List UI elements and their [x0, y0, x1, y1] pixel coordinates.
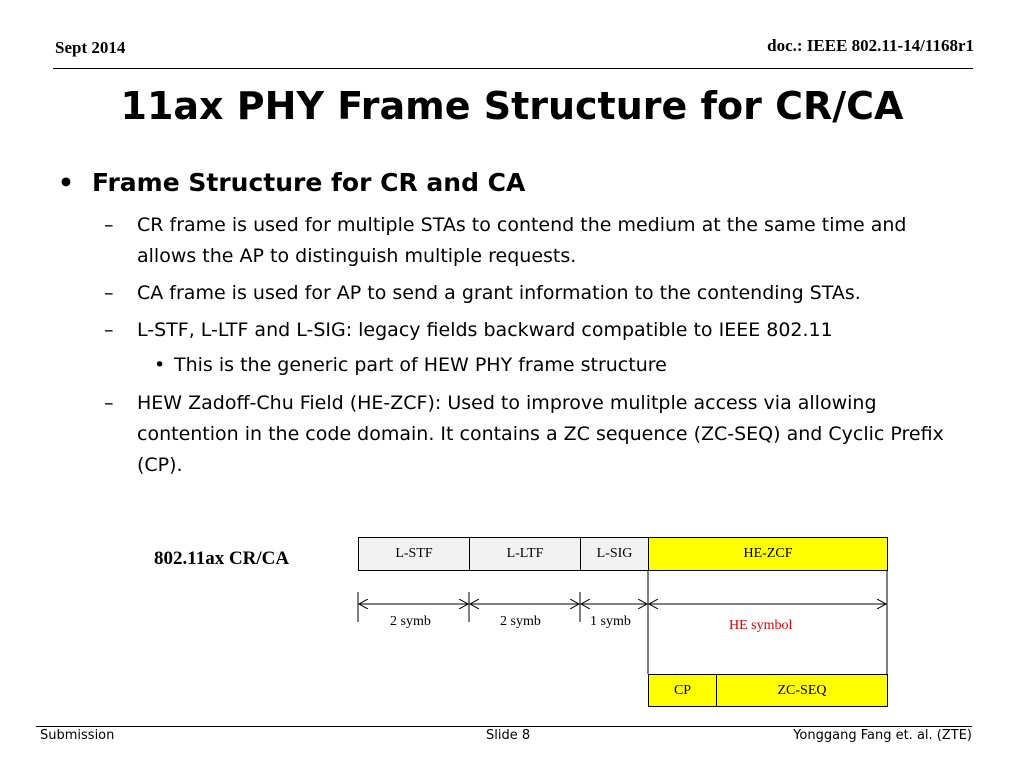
- footer-submission: Submission: [40, 728, 115, 743]
- field-l-ltf: L-LTF: [469, 537, 581, 571]
- duration-l-stf: 2 symb: [390, 614, 431, 629]
- bullet-marker: •: [154, 354, 166, 376]
- bullet-marker: •: [58, 168, 74, 197]
- footer-slide-number: Slide 8: [486, 728, 531, 743]
- field-l-sig: L-SIG: [580, 537, 649, 571]
- sub-bullet-cr-frame: CR frame is used for multiple STAs to contend the medium at the same time and allows the AP to distinguish multiple requests.: [137, 214, 907, 267]
- sub-sub-bullet-generic: This is the generic part of HEW PHY frame structure: [174, 354, 667, 376]
- main-bullet: Frame Structure for CR and CA: [92, 168, 526, 197]
- slide-title: 11ax PHY Frame Structure for CR/CA: [120, 84, 904, 128]
- dash-marker: –: [104, 392, 114, 414]
- duration-l-ltf: 2 symb: [500, 614, 541, 629]
- header-date: Sept 2014: [55, 38, 126, 57]
- duration-l-sig: 1 symb: [590, 614, 631, 629]
- header-divider: [53, 68, 973, 69]
- footer-author: Yonggang Fang et. al. (ZTE): [793, 728, 972, 743]
- he-symbol-label: HE symbol: [729, 618, 793, 633]
- field-cp: CP: [648, 674, 717, 707]
- dash-marker: –: [104, 282, 114, 304]
- dash-marker: –: [104, 214, 114, 236]
- header-doc-id: doc.: IEEE 802.11-14/1168r1: [767, 36, 974, 55]
- field-he-zcf: HE-ZCF: [648, 537, 888, 571]
- field-l-stf: L-STF: [358, 537, 470, 571]
- sub-bullet-he-zcf: HEW Zadoff-Chu Field (HE-ZCF): Used to improve mulitple access via allowing contention in the code domain. It contains a ZC sequence (ZC-SEQ) and Cyclic Prefix (CP).: [137, 392, 944, 476]
- sub-bullet-legacy-fields: L-STF, L-LTF and L-SIG: legacy fields backward compatible to IEEE 802.11: [137, 319, 833, 341]
- field-zc-seq: ZC-SEQ: [716, 674, 888, 707]
- dash-marker: –: [104, 319, 114, 341]
- footer-divider: [36, 726, 972, 727]
- sub-bullet-ca-frame: CA frame is used for AP to send a grant information to the contending STAs.: [137, 282, 861, 304]
- diagram-label: 802.11ax CR/CA: [154, 548, 290, 569]
